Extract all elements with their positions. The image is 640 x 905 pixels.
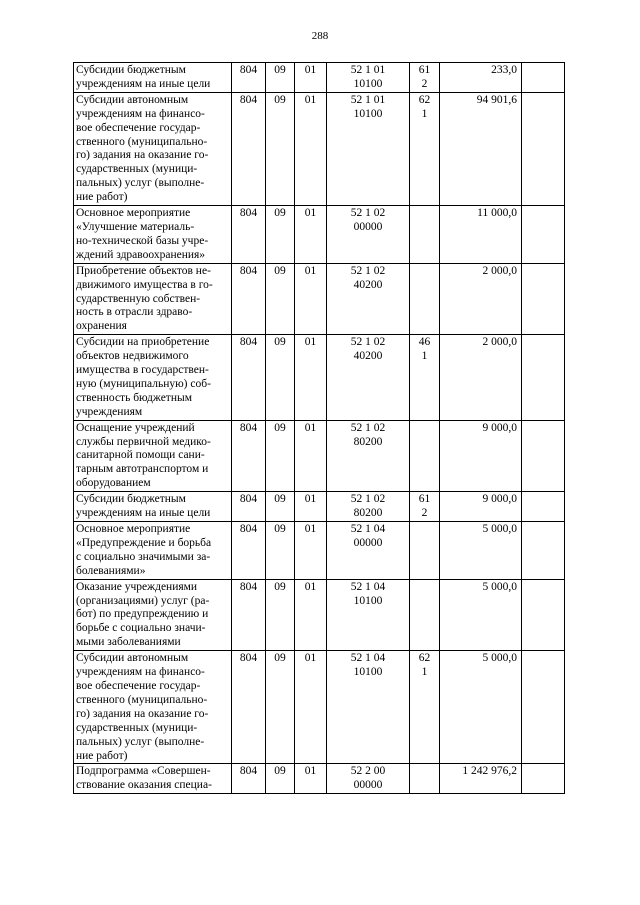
target-article-code: 52 1 04 10100	[327, 651, 410, 764]
expense-kind-code	[410, 764, 440, 794]
section-code: 09	[266, 579, 295, 651]
expense-kind-code: 61 2	[410, 63, 440, 93]
subsection-code: 01	[295, 522, 327, 580]
item-name: Субсидии бюджетным учреждениям на иные цели	[74, 63, 232, 93]
amount: 11 000,0	[440, 206, 522, 264]
expense-kind-code: 61 2	[410, 492, 440, 522]
amount: 5 000,0	[440, 651, 522, 764]
target-article-code: 52 1 02 80200	[327, 492, 410, 522]
ministry-code: 804	[232, 522, 266, 580]
amount: 5 000,0	[440, 579, 522, 651]
subsection-code: 01	[295, 206, 327, 264]
target-article-code: 52 1 02 80200	[327, 420, 410, 492]
extra-column	[522, 263, 565, 335]
subsection-code: 01	[295, 63, 327, 93]
ministry-code: 804	[232, 651, 266, 764]
extra-column	[522, 335, 565, 420]
ministry-code: 804	[232, 335, 266, 420]
extra-column	[522, 63, 565, 93]
table-row	[74, 651, 565, 764]
extra-column	[522, 651, 565, 764]
target-article-code: 52 1 01 10100	[327, 92, 410, 205]
item-name: Субсидии автономным учреждениям на финансо- вое обеспечение государ- ственного (муниципально- го) задания на оказание го- сударственных (муници- пальных) услуг (выполне- ние работ)	[74, 92, 232, 205]
target-article-code: 52 1 01 10100	[327, 63, 410, 93]
table-row	[74, 335, 565, 420]
amount: 5 000,0	[440, 522, 522, 580]
table-row	[74, 92, 565, 205]
expense-kind-code	[410, 263, 440, 335]
amount: 2 000,0	[440, 263, 522, 335]
ministry-code: 804	[232, 420, 266, 492]
item-name: Субсидии автономным учреждениям на финансо- вое обеспечение государ- ственного (муниципально- го) задания на оказание го- сударственных (муници- пальных) услуг (выполне- ние работ)	[74, 651, 232, 764]
amount: 94 901,6	[440, 92, 522, 205]
subsection-code: 01	[295, 420, 327, 492]
target-article-code: 52 1 02 40200	[327, 263, 410, 335]
amount: 9 000,0	[440, 420, 522, 492]
section-code: 09	[266, 63, 295, 93]
expense-kind-code	[410, 579, 440, 651]
ministry-code: 804	[232, 579, 266, 651]
extra-column	[522, 579, 565, 651]
subsection-code: 01	[295, 263, 327, 335]
subsection-code: 01	[295, 492, 327, 522]
expense-kind-code	[410, 522, 440, 580]
section-code: 09	[266, 522, 295, 580]
ministry-code: 804	[232, 263, 266, 335]
section-code: 09	[266, 651, 295, 764]
subsection-code: 01	[295, 92, 327, 205]
extra-column	[522, 492, 565, 522]
target-article-code: 52 2 00 00000	[327, 764, 410, 794]
ministry-code: 804	[232, 92, 266, 205]
item-name: Подпрограмма «Совершен- ствование оказания специа-	[74, 764, 232, 794]
item-name: Основное мероприятие «Улучшение материаль- но-технической базы учре- ждений здравоохранения»	[74, 206, 232, 264]
ministry-code: 804	[232, 492, 266, 522]
amount: 233,0	[440, 63, 522, 93]
item-name: Основное мероприятие «Предупреждение и борьба с социально значимыми за- болеваниями»	[74, 522, 232, 580]
expense-kind-code	[410, 420, 440, 492]
section-code: 09	[266, 206, 295, 264]
extra-column	[522, 92, 565, 205]
extra-column	[522, 764, 565, 794]
item-name: Оснащение учреждений службы первичной медико- санитарной помощи сани- тарным автотранспортом и оборудованием	[74, 420, 232, 492]
table-row	[74, 63, 565, 93]
item-name: Субсидии бюджетным учреждениям на иные цели	[74, 492, 232, 522]
expense-kind-code: 62 1	[410, 92, 440, 205]
subsection-code: 01	[295, 579, 327, 651]
table-row	[74, 206, 565, 264]
budget-table	[73, 62, 565, 794]
item-name: Субсидии на приобретение объектов недвижимого имущества в государствен- ную (муниципальную) соб- ственность бюджетным учреждениям	[74, 335, 232, 420]
section-code: 09	[266, 92, 295, 205]
ministry-code: 804	[232, 764, 266, 794]
target-article-code: 52 1 02 00000	[327, 206, 410, 264]
expense-kind-code: 62 1	[410, 651, 440, 764]
subsection-code: 01	[295, 764, 327, 794]
section-code: 09	[266, 335, 295, 420]
table-row	[74, 420, 565, 492]
page-number: 288	[311, 30, 329, 42]
ministry-code: 804	[232, 63, 266, 93]
table-row	[74, 492, 565, 522]
section-code: 09	[266, 263, 295, 335]
target-article-code: 52 1 02 40200	[327, 335, 410, 420]
expense-kind-code	[410, 206, 440, 264]
section-code: 09	[266, 764, 295, 794]
subsection-code: 01	[295, 651, 327, 764]
amount: 9 000,0	[440, 492, 522, 522]
amount: 2 000,0	[440, 335, 522, 420]
section-code: 09	[266, 492, 295, 522]
target-article-code: 52 1 04 00000	[327, 522, 410, 580]
expense-kind-code: 46 1	[410, 335, 440, 420]
table-row	[74, 522, 565, 580]
table-row	[74, 579, 565, 651]
item-name: Приобретение объектов не- движимого имущества в го- сударственную собствен- ность в отрасли здраво- охранения	[74, 263, 232, 335]
amount: 1 242 976,2	[440, 764, 522, 794]
table-row	[74, 263, 565, 335]
target-article-code: 52 1 04 10100	[327, 579, 410, 651]
item-name: Оказание учреждениями (организациями) услуг (ра- бот) по предупреждению и борьбе с социально значи- мыми заболеваниями	[74, 579, 232, 651]
extra-column	[522, 206, 565, 264]
extra-column	[522, 522, 565, 580]
ministry-code: 804	[232, 206, 266, 264]
table-row	[74, 764, 565, 794]
section-code: 09	[266, 420, 295, 492]
extra-column	[522, 420, 565, 492]
subsection-code: 01	[295, 335, 327, 420]
